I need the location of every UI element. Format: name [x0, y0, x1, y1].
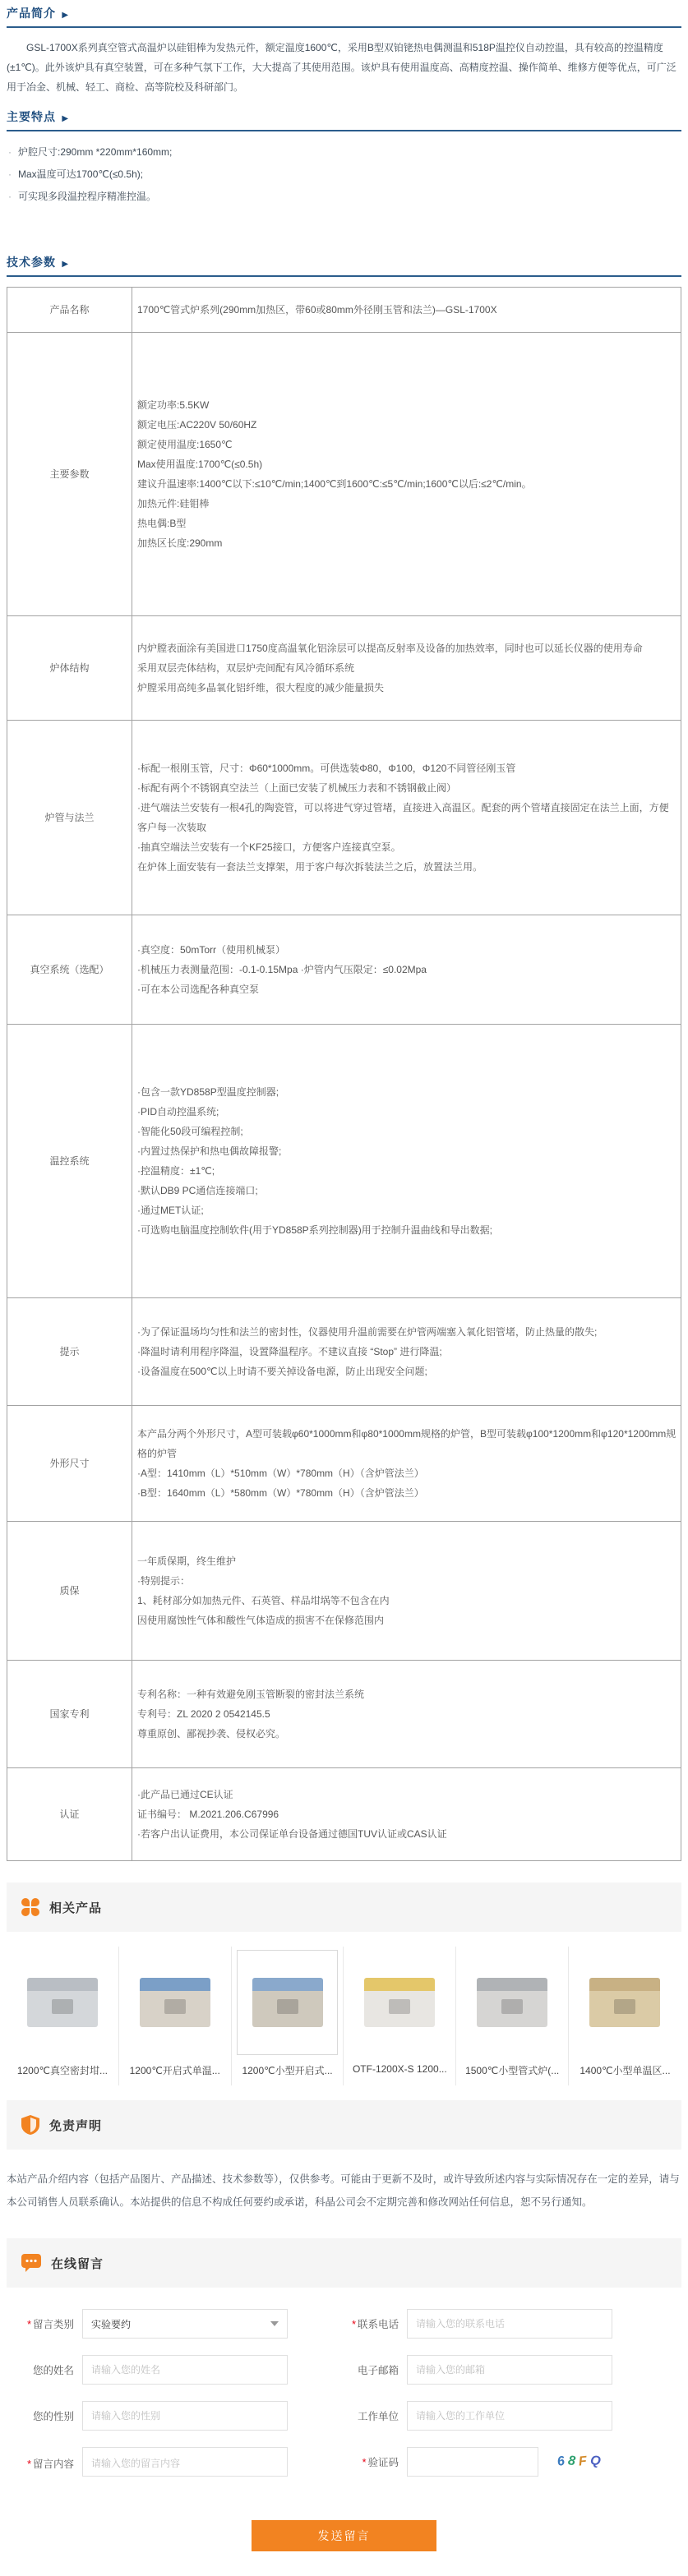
furnace-illustration	[589, 1978, 660, 2027]
spec-row-value	[132, 1522, 681, 1661]
product-thumbnail	[461, 1950, 563, 2055]
spec-line: 加热元件:硅钼棒	[137, 498, 210, 509]
spec-row	[7, 1768, 681, 1861]
spec-row	[7, 1025, 681, 1298]
spec-row-value	[132, 1025, 681, 1298]
required-mark: *	[27, 2319, 31, 2330]
field-company	[335, 2401, 621, 2431]
required-mark: *	[27, 2458, 31, 2470]
spec-line: ·包含一款YD858P型温度控制器;	[137, 1086, 279, 1098]
message-form	[7, 2309, 681, 2551]
spec-row-label: 提示	[7, 1298, 132, 1406]
spec-line: ·降温时请利用程序降温，设置降温程序。不建议直接 “Stop” 进行降温;	[137, 1346, 442, 1357]
spec-row-value	[132, 721, 681, 915]
feature-list	[8, 141, 681, 208]
message-bar	[7, 2238, 681, 2288]
spec-line: 专利名称：一种有效避免刚玉管断裂的密封法兰系统	[137, 1689, 365, 1700]
captcha-image[interactable]	[548, 2448, 612, 2476]
disclaimer-title: 免责声明	[49, 2118, 103, 2133]
spec-line: 证书编号： M.2021.206.C67996	[137, 1809, 279, 1820]
spec-line: 在炉体上面安装有一套法兰支撑架，用于客户每次拆装法兰之后，放置法兰用。	[137, 861, 483, 873]
spec-line: 尊重原创、鄙视抄袭、侵权必究。	[137, 1728, 286, 1740]
product-caption: 1200℃真空密封坩...	[16, 2065, 108, 2076]
spec-row-value	[132, 1298, 681, 1406]
chat-bubble-icon	[21, 2254, 41, 2272]
triangle-right-icon: ▶	[62, 260, 69, 269]
spec-row-label: 国家专利	[7, 1661, 132, 1768]
spec-row	[7, 1298, 681, 1406]
company-label: 工作单位	[357, 2411, 399, 2422]
spec-row	[7, 616, 681, 721]
gender-label: 您的性别	[32, 2411, 74, 2422]
bullet-marker: ·	[8, 191, 12, 202]
spec-row-value	[132, 616, 681, 721]
disclaimer-text: 本站产品介绍内容（包括产品图片、产品描述、技术参数等），仅供参考。可能由于更新不及时，或许导致所述内容与实际情况存在一定的差异，请与本公司销售人员联系确认。本站提供的信息不构成任何要约或承诺，科晶公司会不定期完善和修改网站任何信息，恕不另行通知。	[7, 2173, 680, 2208]
captcha-char: 6	[556, 2454, 569, 2469]
product-intro-paragraph: GSL-1700X系列真空管式高温炉以硅钼棒为发热元件，额定温度1600℃，采用B型双铂铑热电偶测温和518P温控仪自动控温，具有较高的控温精度(±1℃)。此外该炉具有真空装置，可在多种气氛下工作，大大提高了其使用范围。该炉具有使用温度高、高精度控温、操作简单、维修方便等优点，可广泛用于冶金、机械、轻工、商检、高等院校及科研部门。	[7, 42, 676, 93]
spec-line: ·通过MET认证;	[137, 1205, 204, 1216]
furnace-illustration	[364, 1978, 435, 2027]
chevron-down-icon	[270, 2321, 279, 2326]
features-header	[7, 108, 681, 130]
feature-item	[8, 164, 681, 186]
section-title: 产品简介	[7, 7, 56, 20]
required-mark: *	[352, 2319, 356, 2330]
spec-row-label: 温控系统	[7, 1025, 132, 1298]
bullet-marker: ·	[8, 168, 12, 180]
spec-line: 炉膛采用高纯多晶氧化铝纤维，很大程度的减少能量损失	[137, 682, 385, 694]
email-input[interactable]	[407, 2355, 612, 2385]
spec-line: ·此产品已通过CE认证	[137, 1789, 233, 1800]
triangle-right-icon: ▶	[62, 11, 69, 20]
related-products-icon	[21, 1898, 39, 1916]
feature-item	[8, 141, 681, 164]
product-caption: OTF-1200X-S 1200...	[352, 2063, 447, 2075]
captcha-char: Q	[589, 2453, 605, 2470]
captcha-char: F	[578, 2454, 591, 2469]
disclaimer-bar	[7, 2100, 681, 2150]
spec-line: ·特别提示：	[137, 1575, 190, 1587]
spec-row	[7, 1522, 681, 1661]
related-products-row	[7, 1947, 681, 2085]
required-mark: *	[362, 2457, 367, 2468]
spec-line: ·内置过热保护和热电偶故障报警;	[137, 1145, 282, 1157]
spec-line: ·为了保证温场均匀性和法兰的密封性，仪器使用升温前需要在炉管两端塞入氧化铝管堵，防止热量的散失;	[137, 1326, 598, 1338]
captcha-label: * 验证码	[362, 2457, 399, 2468]
spec-line: 一年质保期，终生维护	[137, 1555, 237, 1567]
spec-line: 额定功率:5.5KW	[137, 399, 210, 411]
related-products-title: 相关产品	[49, 1901, 103, 1915]
furnace-illustration	[27, 1978, 98, 2027]
field-content	[10, 2447, 296, 2479]
spec-line: 额定电压:AC220V 50/60HZ	[137, 419, 257, 431]
spec-row	[7, 1661, 681, 1768]
spec-line: 采用双层壳体结构，双层炉壳间配有风冷循环系统	[137, 662, 355, 674]
email-label: 电子邮箱	[357, 2365, 399, 2376]
related-product-card[interactable]	[232, 1947, 344, 2085]
product-thumbnail	[12, 1950, 113, 2055]
spec-line: 热电偶:B型	[137, 518, 187, 529]
related-product-card[interactable]	[119, 1947, 232, 2085]
product-thumbnail	[124, 1950, 226, 2055]
furnace-illustration	[252, 1978, 323, 2027]
spec-line: 1700℃管式炉系列(290mm加热区，带60或80mm外径刚玉管和法兰)—GSL-1700X	[137, 304, 497, 316]
category-select[interactable]	[82, 2309, 288, 2339]
section-divider	[7, 275, 681, 277]
section-divider	[7, 130, 681, 131]
captcha-input[interactable]	[407, 2447, 538, 2477]
spec-line: ·标配一根刚玉管，尺寸：Φ60*1000mm。可供选装Φ80，Φ100，Φ120不同管径刚玉管	[137, 763, 516, 774]
spec-row-label: 真空系统（选配）	[7, 915, 132, 1025]
spec-line: ·A型：1410mm（L）*510mm（W）*780mm（H）（含炉管法兰）	[137, 1468, 424, 1479]
spec-row-label: 质保	[7, 1522, 132, 1661]
spec-line: ·智能化50段可编程控制;	[137, 1126, 243, 1137]
spec-line: ·可在本公司选配各种真空泵	[137, 984, 259, 995]
name-label: 您的姓名	[32, 2365, 74, 2376]
field-gender	[10, 2401, 296, 2431]
spec-row-label: 认证	[7, 1768, 132, 1861]
triangle-right-icon: ▶	[62, 114, 69, 123]
spec-row-value	[132, 1661, 681, 1768]
spec-row-value	[132, 288, 681, 333]
category-label: * 留言类别	[27, 2319, 74, 2330]
phone-input[interactable]	[407, 2309, 612, 2339]
message-title: 在线留言	[51, 2256, 104, 2271]
section-title: 主要特点	[7, 110, 56, 123]
spec-line: ·设备温度在500℃以上时请不要关掉设备电源，防止出现安全问题;	[137, 1366, 427, 1377]
spec-line: Max使用温度:1700℃(≤0.5h)	[137, 459, 263, 470]
product-caption: 1200℃开启式单温...	[129, 2065, 220, 2076]
related-product-card[interactable]	[7, 1947, 119, 2085]
field-phone	[335, 2309, 621, 2339]
field-captcha	[335, 2447, 621, 2477]
spec-row-value	[132, 333, 681, 616]
spec-line: ·若客户出认证费用，本公司保证单台设备通过德国TUV认证或CAS认证	[137, 1828, 447, 1840]
spec-line: ·B型：1640mm（L）*580mm（W）*780mm（H）（含炉管法兰）	[137, 1487, 424, 1499]
spec-row-label: 主要参数	[7, 333, 132, 616]
spec-line: ·PID自动控温系统;	[137, 1106, 219, 1117]
related-product-card[interactable]	[456, 1947, 569, 2085]
feature-text: 炉腔尺寸:290mm *220mm*160mm;	[18, 146, 173, 158]
spec-line: 1、耗材部分如加热元件、石英管、样品坩埚等不包含在内	[137, 1595, 390, 1606]
spec-row-value	[132, 915, 681, 1025]
spec-line: ·默认DB9 PC通信连接端口;	[137, 1185, 258, 1196]
furnace-illustration	[140, 1978, 210, 2027]
spec-line: ·进气端法兰安装有一根4孔的陶瓷管，可以将进气穿过管堵，直接进入高温区。配套的两个管堵直接固定在法兰上面，方便客户每一次装取	[137, 802, 669, 833]
product-thumbnail	[574, 1950, 676, 2055]
spec-row-value	[132, 1768, 681, 1861]
phone-label: * 联系电话	[352, 2319, 399, 2330]
spec-row	[7, 1406, 681, 1522]
spec-table	[7, 287, 681, 1861]
spec-line: 内炉膛表面涂有美国进口1750度高温氧化铝涂层可以提高反射率及设备的加热效率，同时也可以延长仪器的使用寿命	[137, 643, 643, 654]
spec-line: 加热区长度:290mm	[137, 537, 223, 549]
spec-line: ·真空度：50mTorr（使用机械泵）	[137, 944, 286, 956]
shield-icon	[21, 2115, 39, 2135]
feature-text: Max温度可达1700℃(≤0.5h);	[18, 168, 144, 180]
spec-line: 额定使用温度:1650℃	[137, 439, 233, 450]
product-thumbnail	[349, 1950, 450, 2055]
specs-header	[7, 254, 681, 275]
spec-row-label: 产品名称	[7, 288, 132, 333]
spec-row	[7, 915, 681, 1025]
spec-row-label: 外形尺寸	[7, 1406, 132, 1522]
related-products-bar	[7, 1882, 681, 1932]
gender-input[interactable]	[82, 2401, 288, 2431]
message-content-textarea[interactable]	[82, 2447, 288, 2477]
section-title: 技术参数	[7, 256, 56, 269]
category-selected-value: 实验要约	[91, 2318, 132, 2330]
product-caption: 1400℃小型单温区...	[579, 2065, 671, 2076]
product-intro-header	[7, 5, 681, 26]
feature-item	[8, 186, 681, 208]
spec-line: 建议升温速率:1400℃以下:≤10℃/min;1400℃到1600℃:≤5℃/min;1600℃以后:≤2℃/min。	[137, 478, 532, 490]
spec-line: 专利号：ZL 2020 2 0542145.5	[137, 1708, 270, 1720]
product-caption: 1200℃小型开启式...	[242, 2065, 333, 2076]
spec-row-label: 炉管与法兰	[7, 721, 132, 915]
content-label: * 留言内容	[27, 2458, 74, 2470]
section-divider	[7, 26, 681, 28]
related-product-card[interactable]	[569, 1947, 681, 2085]
spec-line: 本产品分两个外形尺寸，A型可装载φ60*1000mm和φ80*1000mm规格的炉管，B型可装载φ100*1200mm和φ120*1200mm规格的炉管	[137, 1428, 676, 1459]
spec-row	[7, 333, 681, 616]
captcha-char: 8	[567, 2454, 579, 2469]
product-thumbnail	[237, 1950, 339, 2055]
spec-row-value	[132, 1406, 681, 1522]
company-input[interactable]	[407, 2401, 612, 2431]
spec-line: ·控温精度：±1℃;	[137, 1165, 215, 1177]
send-message-button[interactable]: 发送留言	[252, 2520, 436, 2551]
feature-text: 可实现多段温控程序精准控温。	[18, 191, 157, 202]
field-name	[10, 2355, 296, 2385]
spec-row	[7, 288, 681, 333]
spec-line: ·抽真空端法兰安装有一个KF25接口，方便客户连接真空泵。	[137, 841, 401, 853]
spec-line: ·机械压力表测量范围：-0.1-0.15Mpa ·炉管内气压限定：≤0.02Mpa	[137, 964, 427, 975]
spec-line: ·标配有两个不锈钢真空法兰（上面已安装了机械压力表和不锈钢截止阀）	[137, 782, 456, 794]
name-input[interactable]	[82, 2355, 288, 2385]
furnace-illustration	[477, 1978, 547, 2027]
spec-line: 因使用腐蚀性气体和酸性气体造成的损害不在保修范围内	[137, 1615, 385, 1626]
spec-line: ·可选购电脑温度控制软件(用于YD858P系列控制器)用于控制升温曲线和导出数据;	[137, 1224, 493, 1236]
spec-row	[7, 721, 681, 915]
field-email	[335, 2355, 621, 2385]
related-product-card[interactable]	[344, 1947, 456, 2085]
field-category	[10, 2309, 296, 2339]
spec-row-label: 炉体结构	[7, 616, 132, 721]
bullet-marker: ·	[8, 146, 12, 158]
product-caption: 1500℃小型管式炉(...	[465, 2065, 560, 2076]
